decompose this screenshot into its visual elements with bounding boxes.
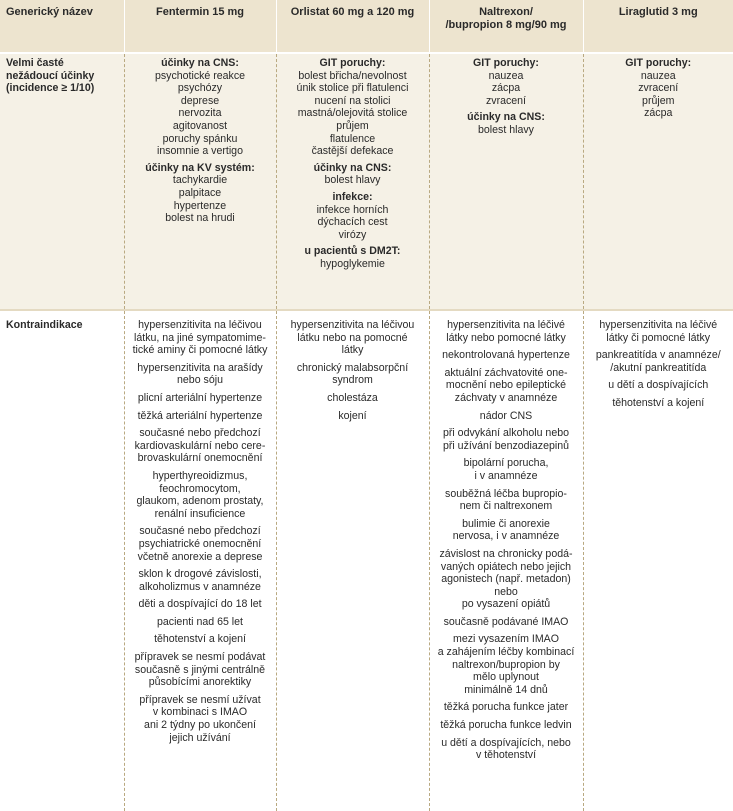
effect-item: tachykardie	[172, 174, 228, 187]
contraindication-line: syndrom	[332, 374, 373, 387]
contraindication-line: hypersenzitivita na léčivé	[599, 319, 718, 331]
effect-item: agitovanost	[172, 119, 228, 132]
contraindication-line: těžká porucha funkce ledvin	[440, 719, 572, 732]
effect-item: častější defekace	[311, 145, 394, 158]
contraindication-line: těžká arteriální hypertenze	[137, 409, 263, 422]
contraindication-line: hypersenzitivita na léčivou	[138, 319, 262, 331]
effect-item: průjem	[336, 119, 369, 132]
contraindication-line: u dětí a dospívajících	[608, 379, 709, 392]
contraindication-line: naltrexon/bupropion by	[452, 658, 560, 671]
contraindication-item	[433, 548, 580, 611]
contraindication-line: minimálně 14 dnů	[464, 683, 548, 696]
cell-common-liraglutid	[583, 53, 733, 310]
contraindication-line: hypersenzitivita na léčivé	[447, 319, 565, 331]
effect-item: psychózy	[177, 82, 223, 95]
contraindication-line: současné nebo předchozí	[139, 525, 261, 538]
contraindication-line: vaných opiátech nebo jejich	[440, 560, 572, 573]
contraindication-line: glaukom, adenom prostaty,	[136, 495, 264, 508]
contraindication-line: při užívání benzodiazepinů	[442, 439, 570, 452]
contraindication-item	[433, 488, 580, 513]
contraindication-item	[128, 470, 273, 520]
contraindication-line: ani 2 týdny po ukončení	[144, 719, 256, 732]
contraindication-line: cholestáza	[327, 391, 378, 404]
contraindication-line: renální insuficience	[154, 507, 246, 520]
contraindication-line: agonistech (např. metadon)	[441, 573, 571, 586]
contraindication-line: hypersenzitivita na arašídy	[137, 361, 263, 374]
contraindication-line: brovaskulární onemocnění	[137, 452, 263, 465]
contraindication-line: látku, na jiné sympatomime-	[134, 331, 266, 344]
contraindication-item	[433, 701, 580, 714]
row-label-line: Velmi časté	[6, 57, 64, 69]
cell-contra-orlistat	[276, 310, 429, 811]
contraindication-line: hypersenzitivita na léčivou	[290, 319, 415, 331]
effect-item: nauzea	[488, 69, 524, 82]
effect-item: hypoglykemie	[320, 257, 385, 270]
contraindication-item	[433, 616, 580, 629]
contraindication-line: chronický malabsorpční	[296, 361, 409, 374]
contraindication-item	[433, 349, 580, 362]
contraindication-item	[128, 616, 273, 629]
effect-item: bolest břicha/nevolnost	[298, 69, 407, 82]
contraindication-item	[128, 410, 273, 423]
cell-common-orlistat	[276, 53, 429, 310]
header-line: Naltrexon/	[479, 6, 533, 18]
contraindication-line: látky nebo pomocné látky	[446, 331, 566, 344]
section-title: GIT poruchy:	[473, 57, 539, 69]
contraindication-line: i v anamnéze	[474, 469, 538, 482]
contraindication-line: mělo uplynout	[473, 671, 539, 684]
contraindication-line: jejich užívání	[169, 731, 231, 744]
contraindication-line: v kombinaci s IMAO	[152, 706, 248, 719]
contraindication-line: nervosa, i v anamnéze	[452, 530, 560, 543]
contraindication-line: včetně anorexie a deprese	[137, 550, 263, 563]
effect-item: nucení na stolici	[314, 94, 391, 107]
contraindication-item	[433, 319, 580, 344]
cell-contra-naltrexon	[429, 310, 583, 811]
contraindication-line: mezi vysazením IMAO	[453, 633, 559, 646]
contraindication-line: těhotenství a kojení	[612, 396, 705, 409]
cell-contra-liraglutid	[583, 310, 733, 811]
effect-item: bolest hlavy	[324, 174, 381, 187]
row-label-common	[0, 53, 124, 310]
contraindication-line: pankreatitída v anamnéze/	[595, 349, 721, 362]
cell-common-naltrexon	[429, 53, 583, 310]
contraindication-item	[128, 525, 273, 563]
contraindication-item	[128, 633, 273, 646]
contraindication-item	[128, 362, 273, 387]
contraindication-line: tické aminy či pomocné látky	[132, 344, 268, 357]
contraindication-line: děti a dospívající do 18 let	[138, 598, 262, 611]
header-orlistat: Orlistat 60 mg a 120 mg	[276, 0, 429, 53]
effect-item: virózy	[338, 228, 367, 241]
contraindication-line: přípravek se nesmí podávat	[134, 651, 266, 664]
row-common-effects	[0, 53, 733, 310]
header-fentermin: Fentermin 15 mg	[124, 0, 276, 53]
effect-item: psychotické reakce	[154, 69, 246, 82]
header-row	[0, 0, 733, 53]
effect-item: dýchacích cest	[317, 216, 388, 229]
header-naltrexon-bupropion	[429, 0, 583, 53]
contraindication-line: nem či naltrexonem	[459, 500, 553, 513]
effect-item: poruchy spánku	[162, 132, 238, 145]
contraindication-line: mocnění nebo epileptické	[445, 379, 567, 392]
contraindication-line: těhotenství a kojení	[154, 633, 246, 646]
effect-item: palpitace	[178, 186, 222, 199]
contraindication-item	[128, 651, 273, 689]
contraindication-line: působícími anorektiky	[148, 676, 252, 689]
row-label-line: nežádoucí účinky	[6, 69, 95, 82]
contraindication-item	[280, 319, 426, 357]
contraindication-item	[433, 633, 580, 696]
contraindication-item	[128, 392, 273, 405]
cell-common-fentermin	[124, 53, 276, 310]
contraindication-line: nebo sóju	[177, 374, 223, 387]
contraindication-line: bipolární porucha,	[463, 457, 549, 470]
section-title: účinky na CNS:	[161, 57, 239, 69]
effect-item: hypertenze	[173, 199, 227, 212]
section-title: GIT poruchy:	[625, 57, 692, 69]
contraindication-item	[587, 319, 731, 344]
effect-item: bolest hlavy	[478, 123, 534, 136]
contraindication-item	[433, 457, 580, 482]
contraindication-line: hyperthyreoidizmus,	[152, 469, 248, 482]
contraindication-item	[280, 392, 426, 405]
effect-item: insomnie a vertigo	[157, 145, 243, 158]
contraindication-item	[128, 694, 273, 744]
contraindication-line: záchvaty v anamnéze	[454, 391, 558, 404]
contraindication-line: současně podávané IMAO	[443, 615, 569, 628]
contraindication-line: feochromocytom,	[159, 482, 241, 495]
effect-item: zácpa	[644, 107, 673, 120]
contraindication-item	[128, 598, 273, 611]
contraindication-line: látku nebo na pomocné	[297, 331, 408, 344]
effect-item: nervozita	[178, 107, 222, 120]
contraindication-line: po vysazení opiátů	[461, 598, 551, 611]
contraindication-item	[433, 367, 580, 405]
contraindication-item	[587, 379, 731, 392]
effect-item: infekce horních	[316, 203, 389, 216]
contraindication-line: kardiovaskulární nebo cere-	[134, 439, 266, 452]
row-label-contra: Kontraindikace	[0, 310, 124, 811]
effect-item: mastná/olejovitá stolice	[297, 107, 408, 120]
contraindication-line: pacienti nad 65 let	[157, 615, 243, 628]
contraindication-line: alkoholizmus v anamnéze	[139, 580, 261, 593]
contraindication-line: látky	[341, 344, 364, 357]
effect-item: flatulence	[329, 132, 376, 145]
contraindication-line: nekontrolovaná hypertenze	[442, 349, 570, 362]
effect-item: zvracení	[485, 94, 527, 107]
contraindication-line: přípravek se nesmí užívat	[139, 693, 261, 706]
section-title: u pacientů s DM2T:	[304, 245, 401, 258]
effect-item: zácpa	[491, 82, 521, 95]
contraindication-line: nebo	[494, 585, 518, 598]
contraindication-line: u dětí a dospívajících, nebo	[441, 736, 571, 749]
contraindication-item	[280, 362, 426, 387]
section-title: účinky na CNS:	[467, 111, 545, 124]
section-title: GIT poruchy:	[319, 57, 386, 69]
contraindication-line: sklon k drogové závislosti,	[138, 568, 262, 581]
effect-item: únik stolice při flatulenci	[296, 82, 409, 95]
section-title: infekce:	[332, 190, 373, 203]
contraindication-line: současně s jinými centrálně	[134, 663, 266, 676]
contraindication-line: plicní arteriální hypertenze	[137, 391, 263, 404]
contraindication-item	[587, 349, 731, 374]
effect-item: zvracení	[638, 82, 679, 95]
effect-item: bolest na hrudi	[165, 212, 235, 225]
contraindication-line: v těhotenství	[475, 749, 537, 762]
effect-item: průjem	[642, 94, 675, 107]
contraindication-item	[433, 427, 580, 452]
contraindication-item	[587, 397, 731, 410]
contraindication-line: současné nebo předchozí	[139, 427, 261, 440]
contraindication-item	[433, 737, 580, 762]
contraindication-line: závislost na chronicky podá-	[439, 547, 573, 560]
section-title: účinky na KV systém:	[145, 161, 255, 174]
header-line: /bupropion 8 mg/90 mg	[445, 19, 567, 31]
contraindication-line: souběžná léčba bupropio-	[445, 487, 567, 500]
cell-contra-fentermin	[124, 310, 276, 811]
header-generic-name: Generický název	[0, 0, 124, 53]
effect-item: nauzea	[640, 69, 676, 82]
contraindication-item	[433, 518, 580, 543]
contraindication-line: psychiatrické onemocnění	[138, 537, 262, 550]
header-liraglutid: Liraglutid 3 mg	[583, 0, 733, 53]
contraindication-line: /akutní pankreatitída	[610, 361, 707, 374]
contraindication-item	[433, 410, 580, 423]
contraindication-line: látky či pomocné látky	[606, 331, 711, 344]
row-contraindications	[0, 310, 733, 811]
contraindication-line: kojení	[338, 409, 367, 422]
contraindication-line: aktuální záchvatovité one-	[444, 366, 568, 379]
contraindication-line: těžká porucha funkce jater	[443, 701, 569, 714]
section-title: účinky na CNS:	[313, 161, 392, 174]
contraindication-line: bulimie či anorexie	[462, 517, 550, 530]
effect-item: deprese	[180, 94, 220, 107]
contraindication-item	[128, 427, 273, 465]
row-label-line: (incidence ≥ 1/10)	[6, 82, 95, 95]
contraindication-item	[433, 719, 580, 732]
contraindication-line: a zahájením léčby kombinací	[437, 646, 575, 659]
contraindication-item	[128, 568, 273, 593]
contraindication-item	[280, 410, 426, 423]
contraindication-item	[128, 319, 273, 357]
contraindication-line: při odvykání alkoholu nebo	[442, 427, 570, 440]
contraindication-line: nádor CNS	[479, 409, 533, 422]
